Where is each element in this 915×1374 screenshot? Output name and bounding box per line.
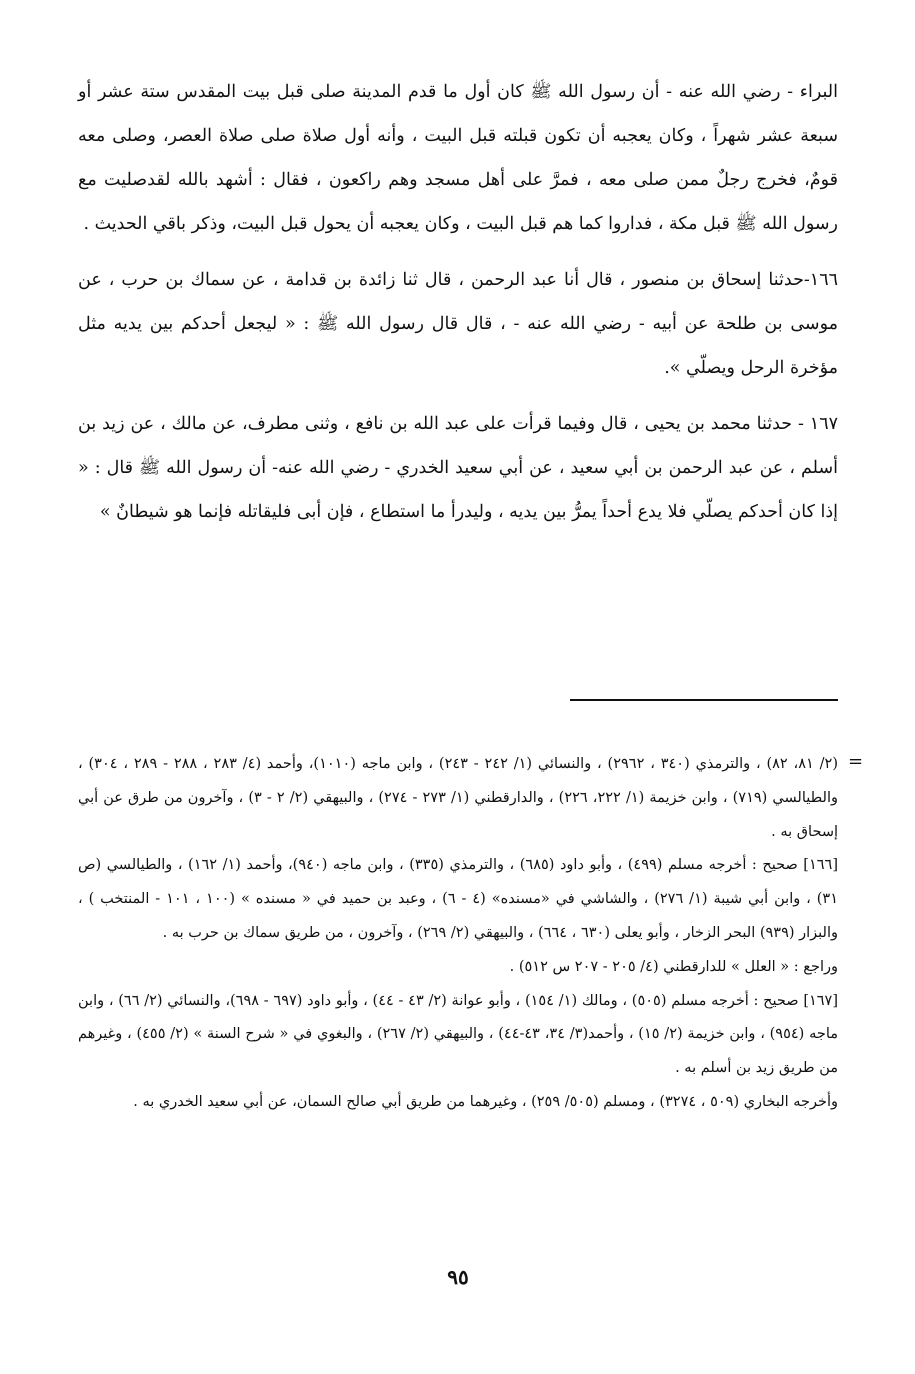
paragraph-intro: البراء - رضي الله عنه - أن رسول الله ﷺ كان أول ما قدم المدينة صلى قبل بيت المقدس ستة عشر أو سبعة عشر شهراً ، وكان يعجبه أن تكون قبلته قبل البيت ، وأنه أول صلاة صلى صلاة العصر، وصلى معه قومٌ، فخرج رجلٌ ممن صلى معه ، فمرَّ على أهل مسجد وهم راكعون ، فقال : أشهد بالله لقدصليت مع رسول الله ﷺ قبل مكة ، فداروا كما هم قبل البيت ، وكان يعجبه أن يحول قبل البيت، وذكر باقي الحديث . [78,82,838,234]
footnote-continued: (٢/ ٨١، ٨٢) ، والترمذي (٣٤٠ ، ٢٩٦٢) ، والنسائي (١/ ٢٤٢ - ٢٤٣) ، وابن ماجه (١٠١٠)، وأحمد (٤/ ٢٨٣ ، ٢٨٨ - ٢٨٩ ، ٣٠٤) ، والطيالسي (٧١٩) ، وابن خزيمة (١/ ٢٢٢، ٢٢٦) ، والدارقطني (١/ ٢٧٣ - ٢٧٤) ، والبيهقي (٢/ ٢ - ٣) ، وآخرون من طرق عن أبي إسحاق به . [78,756,838,840]
footnotes [78,748,838,1120]
continuation-mark: = [848,751,864,772]
paragraph-hadith-167: ١٦٧ - حدثنا محمد بن يحيى ، قال وفيما قرأت على عبد الله بن نافع ، وثنى مطرف، عن مالك ، عن زيد بن أسلم ، عن عبد الرحمن بن أبي سعيد ، عن أبي سعيد الخدري - رضي الله عنه- أن رسول الله ﷺ قال : « إذا كان أحدكم يصلّي فلا يدع أحداً يمرُّ بين يديه ، وليدرأ ما استطاع ، فإن أبى فليقاتله فإنما هو شيطانٌ » [78,414,838,522]
footnote-divider [570,699,838,701]
page-number: ٩٥ [447,1265,469,1289]
main-text [78,70,838,534]
paragraph-hadith-166: ١٦٦-حدثنا إسحاق بن منصور ، قال أنا عبد الرحمن ، قال ثنا زائدة بن قدامة ، عن سماك بن حرب ، عن موسى بن طلحة عن أبيه - رضي الله عنه - ، قال قال رسول الله ﷺ : « ليجعل أحدكم بين يديه مثل مؤخرة الرحل ويصلّي ». [78,270,838,378]
footnote-167: [١٦٧] صحيح : أخرجه مسلم (٥٠٥) ، ومالك (١/ ١٥٤) ، وأبو عوانة (٢/ ٤٣ - ٤٤) ، وأبو داود (٦٩٧ - ٦٩٨)، والنسائي (٢/ ٦٦) ، وابن ماجه (٩٥٤) ، وابن خزيمة (٢/ ١٥) ، وأحمد(٣/ ٣٤، ٤٣-٤٤) ، والبيهقي (٢/ ٢٦٧) ، والبغوي في « شرح السنة » (٢/ ٤٥٥) ، وغيرهم من طريق زيد بن أسلم به . [78,992,839,1077]
footnote-166: [١٦٦] صحيح : أخرجه مسلم (٤٩٩) ، وأبو داود (٦٨٥) ، والترمذي (٣٣٥) ، وابن ماجه (٩٤٠)، وأحمد (١/ ١٦٢) ، والطيالسي (ص ٣١) ، وابن أبي شيبة (١/ ٢٧٦) ، والشاشي في «مسنده» (٤ - ٦) ، وعبد بن حميد في « مسنده » (١٠٠ ، ١٠١ - المنتخب ) ، والبزار (٩٣٩) البحر الزخار ، وأبو يعلى (٦٣٠ ، ٦٦٤) ، والبيهقي (٢/ ٢٦٩) ، وآخرون ، من طريق سماك بن حرب به . [78,857,838,941]
footnote-167-bukhari: وأخرجه البخاري (٥٠٩ ، ٣٢٧٤) ، ومسلم (٥٠٥/ ٢٥٩) ، وغيرهما من طريق أبي صالح السمان، عن أبي سعيد الخدري به . [133,1093,838,1110]
footnote-166-reference: وراجع : « العلل » للدارقطني (٤/ ٢٠٥ - ٢٠٧ س ٥١٢) . [509,958,838,975]
